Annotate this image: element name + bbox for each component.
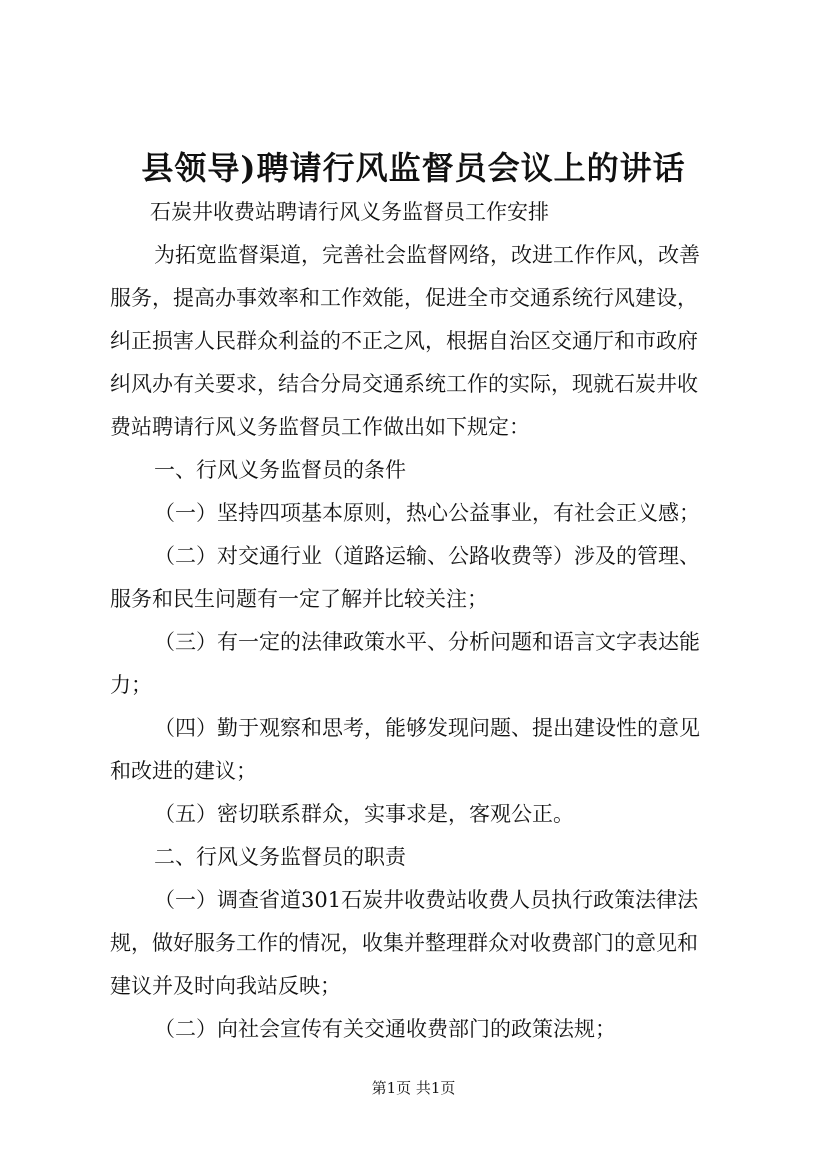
list-item-line: （四）勤于观察和思考，能够发现问题、提出建设性的意见	[154, 716, 700, 740]
paragraph-line: 石炭井收费站聘请行风义务监督员工作安排	[150, 200, 549, 224]
paragraph-line: 纠正损害人民群众利益的不正之风，根据自治区交通厅和市政府	[110, 329, 698, 353]
list-item-line: （三）有一定的法律政策水平、分析问题和语言文字表达能	[154, 630, 700, 654]
paragraph-line: 服务，提高办事效率和工作效能，促进全市交通系统行风建设，	[110, 286, 698, 310]
paragraph-line: 为拓宽监督渠道，完善社会监督网络，改进工作作风，改善	[154, 243, 700, 267]
section-heading: 一、行风义务监督员的条件	[154, 458, 406, 482]
list-item-line: （一）调查省道301石炭井收费站收费人员执行政策法律法	[154, 888, 699, 912]
list-item-line: 建议并及时向我站反映；	[110, 974, 341, 998]
list-item-line: 力；	[110, 673, 152, 697]
list-item-line: （一）坚持四项基本原则，热心公益事业，有社会正义感；	[154, 501, 700, 525]
paragraph-line: 纠风办有关要求，结合分局交通系统工作的实际，现就石炭井收	[110, 372, 698, 396]
document-title: 县领导)聘请行风监督员会议上的讲话	[141, 149, 686, 187]
paragraph-line: 费站聘请行风义务监督员工作做出如下规定：	[110, 415, 530, 439]
list-item-line: 和改进的建议；	[110, 759, 257, 783]
list-item-line: 服务和民生问题有一定了解并比较关注；	[110, 587, 488, 611]
list-item-line: （二）向社会宣传有关交通收费部门的政策法规；	[154, 1017, 616, 1041]
list-item-line: 规，做好服务工作的情况，收集并整理群众对收费部门的意见和	[110, 931, 698, 955]
section-heading: 二、行风义务监督员的职责	[154, 845, 406, 869]
list-item-line: （五）密切联系群众，实事求是，客观公正。	[154, 802, 574, 826]
list-item-line: （二）对交通行业（道路运输、公路收费等）涉及的管理、	[154, 544, 700, 568]
page-number-footer: 第1页 共1页	[371, 1079, 456, 1097]
